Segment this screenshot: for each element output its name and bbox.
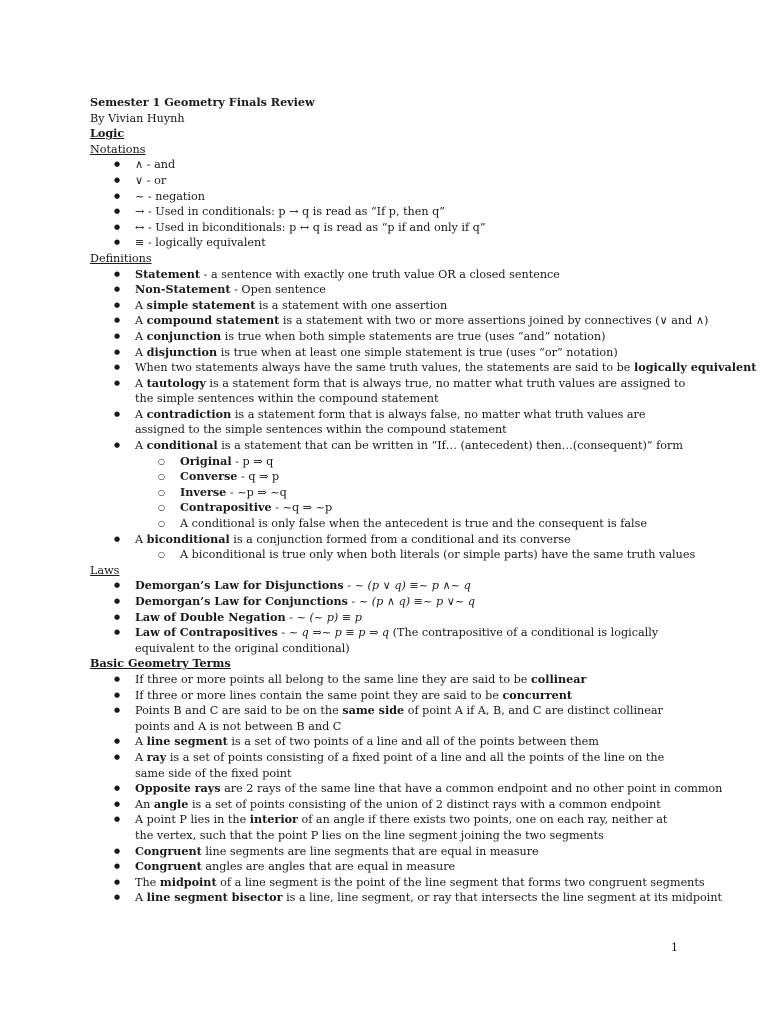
notations-list	[90, 157, 688, 251]
list-item	[90, 688, 688, 704]
list-item	[90, 282, 688, 298]
list-item	[90, 345, 688, 361]
term: Contrapositive	[180, 500, 272, 515]
definition-prefix: A	[135, 407, 147, 421]
list-subitem	[90, 454, 688, 470]
list-item	[90, 594, 688, 610]
definition-text: are 2 rays of the same line that have a common endpoint and no other point in common	[220, 782, 723, 796]
list-item	[90, 407, 688, 438]
term: interior	[249, 812, 298, 827]
list-subitem: ○ A conditional is only false when the antecedent is true and the consequent is false	[90, 516, 688, 532]
list-subitem: ○ A biconditional is true only when both literals (or simple parts) have the same truth values	[90, 547, 688, 563]
laws-list	[90, 578, 688, 656]
list-item: ● ∧ - and	[90, 157, 688, 173]
term: concurrent	[502, 687, 573, 702]
term: Congruent	[135, 843, 202, 858]
list-item: ● → - Used in conditionals: p → q is read as “If p, then q”	[90, 204, 688, 220]
term: simple statement	[146, 297, 256, 312]
term: Inverse	[180, 484, 227, 499]
definition-prefix: A	[135, 298, 147, 312]
list-item	[90, 859, 688, 875]
list-item: ● ∨ - or	[90, 173, 688, 189]
list-item: ● ≡ - logically equivalent	[90, 235, 688, 251]
term: conjunction	[146, 328, 222, 343]
definition-text: - q ⇒ p	[237, 470, 280, 484]
list-item	[90, 812, 688, 843]
definition-text: is a set of points consisting of the union of 2 distinct rays with a common endpoint	[188, 797, 661, 811]
definition-prefix: A	[135, 750, 147, 764]
term: ray	[146, 749, 167, 764]
definition-text: - ~p ⇒ ~q	[226, 485, 287, 499]
definition-text: - ~q ⇒ ~p	[271, 501, 333, 515]
list-item	[90, 625, 688, 656]
list-item	[90, 438, 688, 454]
term: Law of Double Negation	[135, 609, 286, 624]
definition-text: of an angle if there exists two points, one on each ray, neither at the vertex, such that the point P lies on the line segment joining the two segments	[135, 813, 668, 842]
term: Converse	[180, 469, 238, 484]
definition-prefix: When two statements always have the same truth values, the statements are said to be	[135, 361, 634, 375]
list-item	[90, 298, 688, 314]
list-item	[90, 890, 723, 906]
definition-prefix: A	[135, 314, 147, 328]
list-item	[90, 750, 688, 781]
notations-heading: Notations	[90, 142, 146, 156]
term: Opposite rays	[135, 781, 221, 796]
list-item	[90, 703, 688, 734]
definition-prefix: A	[135, 345, 147, 359]
term: Original	[180, 453, 232, 468]
list-item	[90, 672, 688, 688]
list-subitem	[90, 485, 688, 501]
definition-prefix: A	[135, 532, 147, 546]
term: line segment	[146, 734, 228, 749]
definition-prefix: A	[135, 329, 147, 343]
document-author: By Vivian Huynh	[90, 111, 185, 125]
law-formula: - ~ (p ∧ q) ≡~ p ∨~ q	[347, 595, 475, 608]
list-item	[90, 797, 688, 813]
definition-text: is a set of two points of a line and all of the points between them	[227, 735, 599, 749]
document-title: Semester 1 Geometry Finals Review	[90, 95, 315, 109]
definition-text: is a statement form that is always true, no matter what truth values are assigned to the simple sentences within the compound statement	[135, 376, 686, 406]
term: contradiction	[146, 406, 232, 421]
definition-prefix: Points B and C are said to be on the	[135, 704, 343, 718]
term: midpoint	[159, 874, 217, 889]
list-item: ● ~ - negation	[90, 189, 688, 205]
list-item	[90, 376, 688, 407]
term: conditional	[146, 438, 218, 453]
term: Law of Contrapositives	[135, 625, 278, 640]
laws-heading: Laws	[90, 563, 120, 577]
list-item	[90, 874, 705, 891]
list-item	[90, 329, 688, 345]
term: tautology	[146, 375, 206, 390]
list-item	[90, 734, 688, 750]
law-formula: - ~ (~ p) ≡ p	[285, 610, 362, 624]
list-subitem	[90, 500, 688, 516]
section-logic-heading: Logic	[90, 126, 125, 141]
term: Demorgan’s Law for Disjunctions	[135, 578, 344, 593]
page-number: 1	[671, 941, 678, 954]
term: biconditional	[146, 531, 230, 546]
definition-text: is a line, line segment, or ray that intersects the line segment at its midpoint	[282, 891, 723, 905]
basic-geometry-heading: Basic Geometry Terms	[90, 656, 231, 671]
definition-text: is a conjunction formed from a conditional and its converse	[229, 532, 571, 546]
definition-text: of a line segment is the point of the line segment that forms two congruent segments	[216, 875, 705, 889]
term: Demorgan’s Law for Conjunctions	[135, 594, 348, 608]
definitions-list	[90, 266, 757, 563]
definition-prefix: If three or more points all belong to the same line they are said to be	[135, 672, 531, 686]
definition-text: - p ⇒ q	[231, 454, 274, 468]
term: logically equivalent	[633, 360, 757, 375]
definition-text: is a statement with two or more assertions joined by connectives (∨ and ∧)	[279, 314, 709, 328]
list-item	[90, 267, 688, 283]
definition-text: angles are angles that are equal in measure	[201, 860, 456, 874]
definition-prefix: An	[135, 797, 154, 811]
definition-prefix: A	[135, 439, 147, 453]
definition-text: is a set of points consisting of a fixed point of a line and all the points of the line on the same side of the fixed point	[135, 750, 665, 780]
definition-text: - a sentence with exactly one truth value OR a closed sentence	[200, 267, 560, 281]
definition-text: is a statement that can be written in “If… (antecedent) then…(consequent)” form	[217, 439, 683, 453]
term: Congruent	[135, 859, 202, 874]
list-item	[90, 532, 688, 548]
law-formula: - ~ q ⇒~ p ≡ p ⇒ q	[277, 626, 390, 640]
term: Non-Statement	[135, 282, 231, 297]
term: compound statement	[146, 313, 280, 328]
list-item	[90, 844, 688, 860]
definitions-heading: Definitions	[90, 251, 152, 265]
list-item	[90, 610, 688, 626]
definition-text: - Open sentence	[230, 283, 326, 297]
list-item: ● ↔ - Used in biconditionals: p ↔ q is read as “p if and only if q”	[90, 220, 688, 236]
term: collinear	[530, 671, 587, 686]
term: Statement	[135, 266, 201, 281]
definition-text: (The contrapositive of a conditional is logically equivalent to the original conditional)	[135, 626, 659, 655]
definition-text: is true when at least one simple statement is true (uses “or” notation)	[217, 345, 618, 359]
definition-text: of point A if A, B, and C are distinct collinear points and A is not between B and C	[135, 704, 663, 733]
definition-text: is a statement with one assertion	[255, 298, 448, 312]
definition-text: is a statement form that is always false, no matter what truth values are assigned to the simple sentences within the compound statement	[135, 407, 646, 437]
definition-prefix: A	[135, 891, 147, 905]
term: angle	[153, 796, 189, 811]
term: same side	[342, 703, 405, 718]
term: disjunction	[146, 344, 218, 359]
list-item	[90, 781, 723, 797]
definition-prefix: A point P lies in the	[135, 813, 250, 827]
definition-prefix: A	[135, 735, 147, 749]
list-item	[90, 360, 757, 376]
definition-text: is true when both simple statements are true (uses “and” notation)	[221, 329, 606, 343]
definition-text: line segments are line segments that are equal in measure	[201, 844, 539, 858]
list-item	[90, 578, 688, 594]
geometry-list	[90, 671, 723, 906]
list-subitem	[90, 469, 688, 485]
definition-prefix: If three or more lines contain the same point they are said to be	[135, 688, 503, 702]
definition-prefix: A	[135, 376, 147, 390]
law-formula: - ~ (p ∨ q) ≡~ p ∧~ q	[343, 579, 471, 593]
list-item	[90, 313, 709, 329]
definition-prefix: The	[135, 875, 160, 889]
term: line segment bisector	[146, 890, 283, 905]
